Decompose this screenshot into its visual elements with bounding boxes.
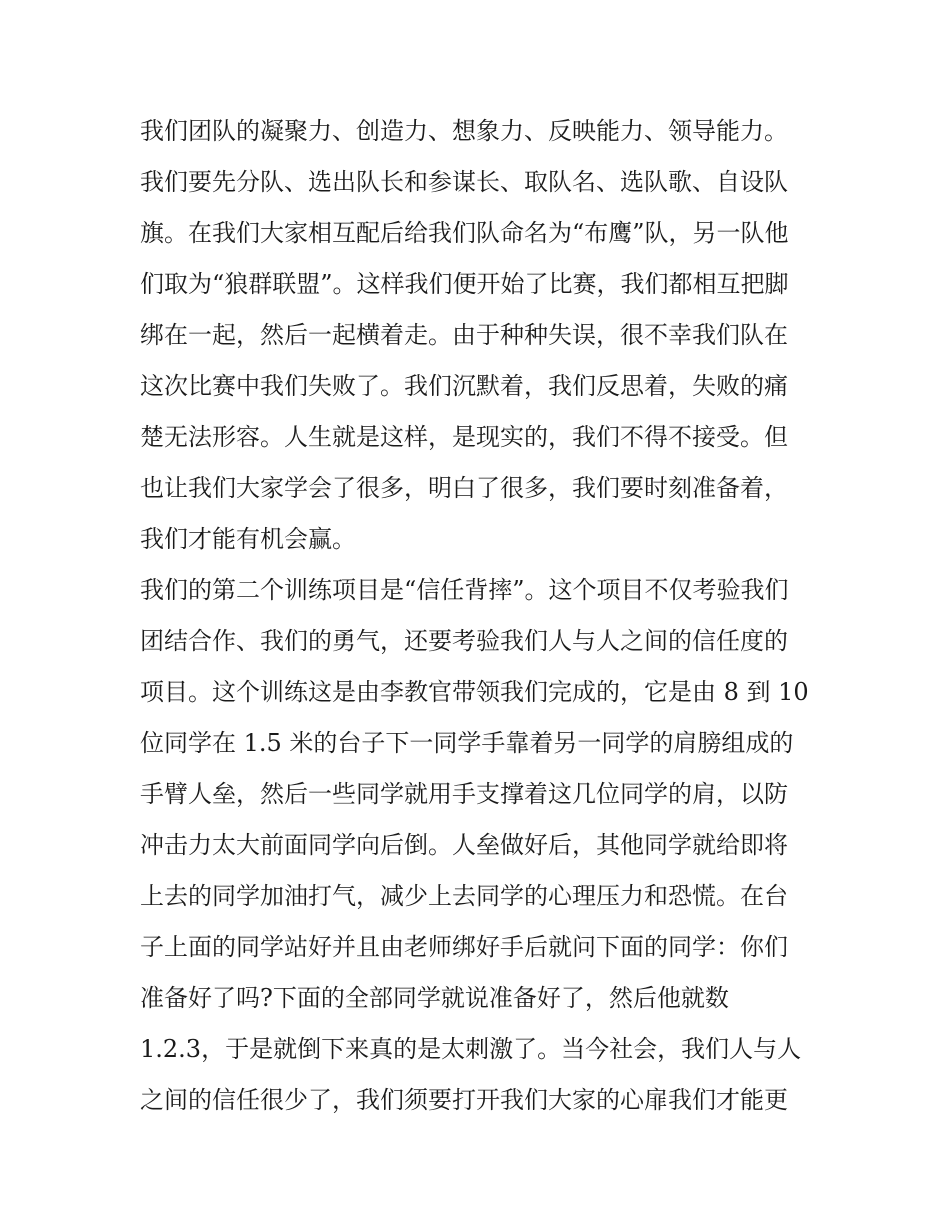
text-line: 上去的同学加油打气，减少上去同学的心理压力和恐慌。在台 <box>140 882 788 910</box>
text-line: 们取为“狼群联盟”。这样我们便开始了比赛，我们都相互把脚 <box>140 270 789 298</box>
text-line: 也让我们大家学会了很多，明白了很多，我们要时刻准备着， <box>140 474 788 502</box>
text-line: 1.2.3，于是就倒下来真的是太刺激了。当今社会，我们人与人 <box>140 1035 802 1063</box>
text-line: 准备好了吗?下面的全部同学就说准备好了，然后他就数 <box>140 984 729 1012</box>
text-line: 手臂人垒，然后一些同学就用手支撑着这几位同学的肩，以防 <box>140 780 788 808</box>
text-line: 我们才能有机会赢。 <box>140 525 356 553</box>
body-text <box>140 106 830 1126</box>
text-line: 旗。在我们大家相互配后给我们队命名为“布鹰”队，另一队他 <box>140 219 789 247</box>
text-line: 我们要先分队、选出队长和参谋长、取队名、选队歌、自设队 <box>140 168 788 196</box>
text-line: 位同学在 1.5 米的台子下一同学手靠着另一同学的肩膀组成的 <box>140 729 794 757</box>
text-line: 我们的第二个训练项目是“信任背摔”。这个项目不仅考验我们 <box>140 576 789 604</box>
text-line: 之间的信任很少了，我们须要打开我们大家的心扉我们才能更 <box>140 1086 788 1114</box>
text-line: 这次比赛中我们失败了。我们沉默着，我们反思着，失败的痛 <box>140 372 788 400</box>
text-line: 我们团队的凝聚力、创造力、想象力、反映能力、领导能力。 <box>140 117 788 145</box>
text-line: 冲击力太大前面同学向后倒。人垒做好后，其他同学就给即将 <box>140 831 788 859</box>
text-line: 团结合作、我们的勇气，还要考验我们人与人之间的信任度的 <box>140 627 788 655</box>
text-line: 子上面的同学站好并且由老师绑好手后就问下面的同学：你们 <box>140 933 788 961</box>
text-line: 项目。这个训练这是由李教官带领我们完成的，它是由 8 到 10 <box>140 678 809 706</box>
text-line: 绑在一起，然后一起横着走。由于种种失误，很不幸我们队在 <box>140 321 788 349</box>
text-line: 楚无法形容。人生就是这样，是现实的，我们不得不接受。但 <box>140 423 788 451</box>
